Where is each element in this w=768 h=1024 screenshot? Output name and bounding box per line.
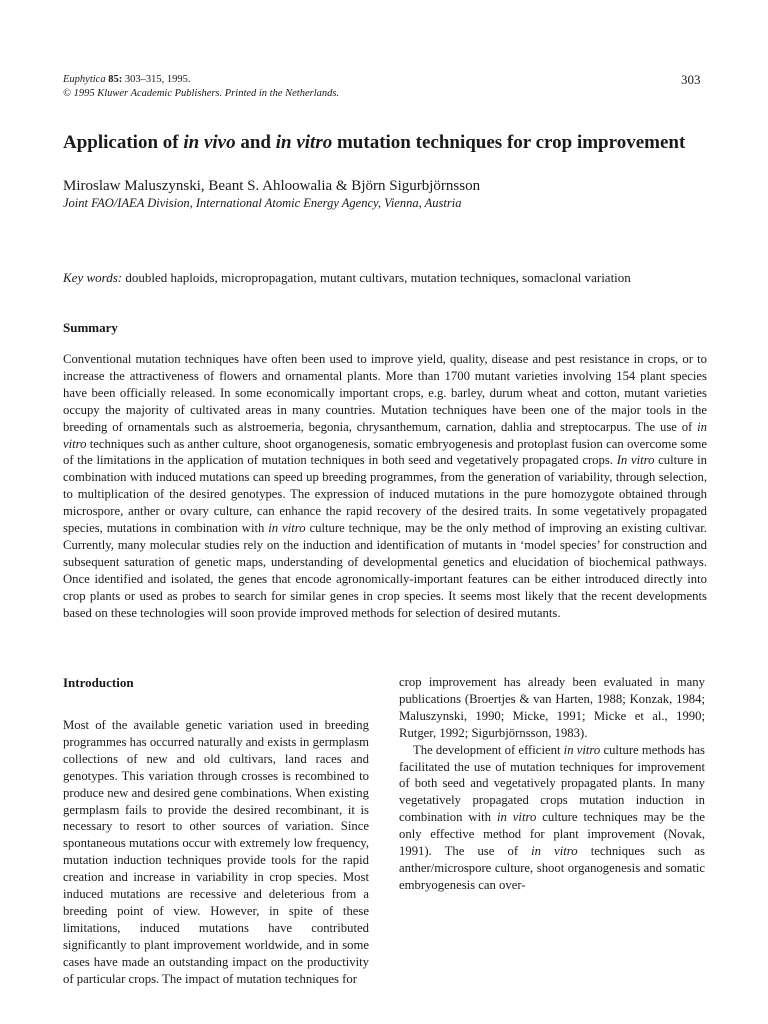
introduction-paragraph-1-continued: crop improvement has already been evaluated in many publications (Broertjes & van Harten, 1988; Konzak, 1984; Maluszynski, 1990; Micke, 1991; Micke et al., 1990; Rutger, 1992; Sigurbjörnsson, 1983).: [399, 675, 705, 740]
intro-text: Most of the available genetic variation used in breeding programmes has occurred naturally and exists in germplasm collections of new and old cultivars, land races and genotypes. This variation through crosses is recombined to produce new and desired gene combinations. When existing germplasm fails to provide the desired recombinant, it is necessary to resort to other sources of variation. Since spontaneous mutations occur with extremely low frequency, mutation induction techniques provide tools for the rapid creation and increase in variability in crop species. Most induced mutations are recessive and deleterious from a breeding point of view. However, in spite of these limitations, induced mutations have contributed significantly to plant improvement worldwide, and in some cases have made an outstanding impact on the productivity of particular crops. The impact of mutation techniques for: [63, 718, 369, 986]
keywords-label: Key words:: [63, 270, 123, 285]
left-column: [63, 674, 369, 988]
running-head: [63, 73, 339, 101]
summary-text: techniques such as anther culture, shoot organogenesis, somatic embryogenesis and protoplast fusion can overcome some of the limitations in the application of mutation techniques in both seed and vegetatively propagated crops.: [63, 436, 707, 468]
keywords: [63, 269, 713, 286]
title-text: Application of: [63, 132, 184, 153]
intro-text: culture techniques may be the only effective method for plant improvement (Novak, 1991). The use of: [399, 810, 705, 859]
right-column: [399, 674, 705, 894]
intro-text: The development of efficient: [413, 742, 564, 757]
title-italic: in vivo: [183, 132, 236, 153]
journal-pages: 303–315, 1995.: [124, 74, 191, 85]
author-affiliation: Joint FAO/IAEA Division, International Atomic Energy Agency, Vienna, Austria: [63, 196, 462, 210]
introduction-paragraph-1: [63, 717, 369, 988]
summary-italic: in vitro: [63, 419, 707, 451]
page-number: 303: [681, 72, 701, 87]
summary-italic: in vitro: [268, 521, 306, 536]
summary-heading: Summary: [63, 320, 118, 335]
introduction-heading: Introduction: [63, 675, 134, 690]
title-text: mutation techniques for crop improvement: [332, 132, 686, 153]
intro-text: culture methods has facilitated the use of mutation techniques for improvement of both seed and vegetatively propagated plants. In many vegetatively propagated crops mutation induction in combination with: [399, 742, 705, 825]
keywords-text: doubled haploids, micropropagation, mutant cultivars, mutation techniques, somaclonal variation: [122, 270, 631, 285]
intro-italic: in vitro: [531, 844, 578, 859]
summary-paragraph: [63, 351, 707, 622]
copyright-line: © 1995 Kluwer Academic Publishers. Printed in the Netherlands.: [63, 88, 340, 99]
journal-volume: 85:: [108, 74, 123, 85]
article-title: [63, 130, 723, 156]
summary-text: culture technique, may be the only method of improving an existing cultivar. Currently, many molecular studies rely on the induction and identification of mutants in ‘model species’ for construction and subsequent saturation of genetic maps, understanding of developmental genetics and elucidation of biochemical pathways. Once identified and isolated, the genes that encode agronomically-important features can be either introduced directly into crop plants or used as probes to search for similar genes in crop species. It seems most likely that the recent developments based on these technologies will soon provide improved methods for selection of desired mutants.: [63, 521, 707, 620]
author-list: Miroslaw Maluszynski, Beant S. Ahloowalia & Björn Sigurbjörnsson: [63, 178, 481, 194]
summary-italic: In vitro: [616, 453, 655, 468]
title-italic: in vitro: [275, 132, 333, 153]
summary-text: Conventional mutation techniques have often been used to improve yield, quality, disease and pest resistance in crops, or to increase the attractiveness of flowers and ornamental plants. More than 1700 mutant varieties involving 154 plant species have been officially released. In some economically important crops, e.g. barley, durum wheat and cotton, mutant varieties occupy the majority of cultivated areas in many countries. Mutation techniques have been one of the major tools in the breeding of ornamentals such as alstroemeria, begonia, chrysanthemum, carnation, dahlia and streptocarpus. The use of: [63, 352, 707, 434]
intro-italic: in vitro: [496, 810, 537, 825]
journal-name: Euphytica: [63, 74, 106, 85]
intro-italic: in vitro: [563, 742, 601, 757]
introduction-paragraph-2: [399, 742, 705, 894]
title-text: and: [235, 132, 276, 153]
intro-text: techniques such as anther/microspore culture, shoot organogenesis and somatic embryogenesis can over-: [399, 844, 705, 892]
summary-text: culture in combination with induced mutations can speed up breeding programmes, from the generation of variability, through selection, to multiplication of the desired genotypes. The expression of induced mutations in the pure homozygote obtained through microspore, anther or ovary culture, can enhance the rapid recovery of the desired traits. In some vegetatively propagated species, mutations in combination with: [63, 453, 707, 536]
